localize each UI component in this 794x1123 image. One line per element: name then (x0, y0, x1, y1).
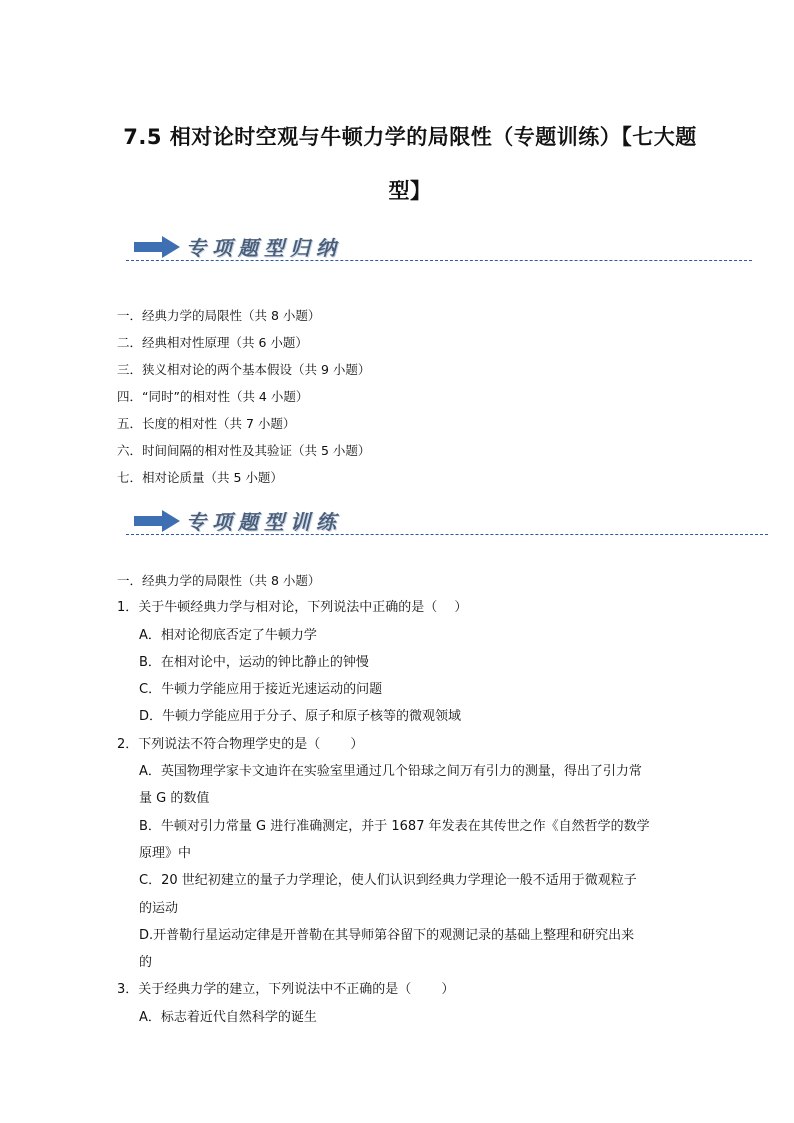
question-2-stem: 2．下列说法不符合物理学史的是（ ） (117, 736, 364, 752)
question-1-option-b[interactable]: B．在相对论中，运动的钟比静止的钟慢 (139, 654, 369, 670)
question-1-option-c[interactable]: C．牛顿力学能应用于接近光速运动的问题 (139, 682, 383, 698)
toc-item[interactable]: 五．长度的相对性（共 7 小题） (117, 416, 296, 431)
banner-summary (126, 230, 752, 264)
question-1-option-a[interactable]: A．相对论彻底否定了牛顿力学 (139, 627, 317, 643)
toc-item[interactable]: 三．狭义相对论的两个基本假设（共 9 小题） (117, 362, 371, 377)
document-title (110, 110, 710, 218)
title-line-1: 7.5 相对论时空观与牛顿力学的局限性（专题训练）【七大题 (123, 125, 697, 149)
question-2-option-a[interactable]: A．英国物理学家卡文迪许在实验室里通过几个铅球之间万有引力的测量，得出了引力常 (139, 764, 642, 780)
question-3-stem: 3．关于经典力学的建立，下列说法中不正确的是（ ） (117, 982, 455, 998)
question-2-option-d-cont[interactable]: 的 (139, 955, 153, 971)
toc-item[interactable]: 二．经典相对性原理（共 6 小题） (117, 335, 308, 350)
banner-summary-divider (126, 260, 752, 261)
question-2-option-b[interactable]: B．牛顿对引力常量 G 进行准确测定，并于 1687 年发表在其传世之作《自然哲学的数学 (139, 818, 650, 834)
arrow-right-icon (134, 510, 180, 532)
question-2-option-c[interactable]: C．20 世纪初建立的量子力学理论，使人们认识到经典力学理论一般不适用于微观粒子 (139, 873, 637, 889)
banner-practice-text: 专项题型训练 (186, 510, 342, 534)
toc-item[interactable]: 一．经典力学的局限性（共 8 小题） (117, 308, 321, 323)
question-3-option-a[interactable]: A．标志着近代自然科学的诞生 (139, 1009, 317, 1025)
toc-item[interactable]: 六．时间间隔的相对性及其验证（共 5 小题） (117, 443, 371, 458)
toc-item[interactable]: 七．相对论质量（共 5 小题） (117, 470, 283, 485)
question-1-stem: 1．关于牛顿经典力学与相对论，下列说法中正确的是（ ） (117, 600, 468, 616)
table-of-contents (117, 302, 370, 491)
title-line-2: 型】 (388, 179, 432, 203)
toc-item[interactable]: 四．“同时”的相对性（共 4 小题） (117, 389, 309, 404)
question-2-option-c-cont[interactable]: 的运动 (139, 900, 179, 916)
question-2-option-d[interactable]: D.开普勒行星运动定律是开普勒在其导师第谷留下的观测记录的基础上整理和研究出来 (139, 927, 635, 943)
question-1-option-d[interactable]: D．牛顿力学能应用于分子、原子和原子核等的微观领域 (139, 709, 462, 725)
arrow-right-icon (134, 236, 180, 258)
section-heading: 一．经典力学的局限性（共 8 小题） (117, 573, 321, 588)
question-2-option-a-cont[interactable]: 量 G 的数值 (139, 791, 210, 807)
question-2-option-b-cont[interactable]: 原理》中 (139, 845, 192, 861)
banner-summary-text: 专项题型归纳 (186, 236, 342, 260)
banner-practice-divider (126, 534, 768, 535)
question-section (117, 567, 687, 1031)
banner-practice (126, 504, 768, 538)
